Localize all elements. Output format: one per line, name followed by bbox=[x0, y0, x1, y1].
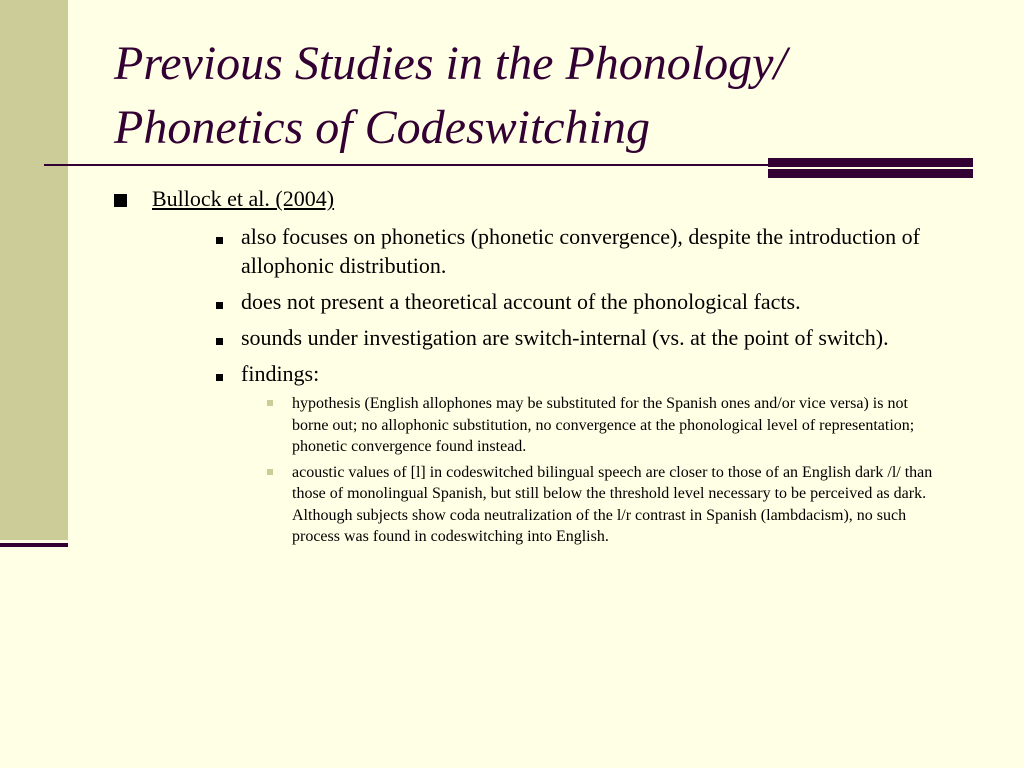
list-item-text: also focuses on phonetics (phonetic convergence), despite the introduction of allophonic distribution. bbox=[241, 224, 920, 278]
small-square-bullet-icon bbox=[267, 469, 273, 475]
sub-list-item bbox=[267, 462, 947, 548]
small-square-bullet-icon bbox=[267, 400, 273, 406]
citation-bullock-2004: Bullock et al. (2004) bbox=[152, 186, 335, 211]
sidebar-band bbox=[0, 0, 68, 540]
title-line-2: Phonetics of Codeswitching bbox=[114, 101, 650, 154]
bullet-list-level2 bbox=[216, 222, 976, 555]
list-item-text: does not present a theoretical account of the phonological facts. bbox=[241, 289, 801, 314]
square-bullet-icon bbox=[114, 194, 127, 207]
sidebar-rule bbox=[0, 543, 68, 547]
list-item-text: findings: bbox=[241, 361, 320, 386]
title-rule-accent-gap bbox=[768, 167, 973, 169]
title-rule bbox=[44, 164, 768, 166]
square-bullet-icon bbox=[216, 374, 223, 381]
list-item bbox=[216, 323, 976, 352]
sub-list-item-text: acoustic values of [l] in codeswitched bilingual speech are closer to those of an English dark /l/ than those of monolingual Spanish, but still below the threshold level necessary to be perceived as dark. Although subjects show coda neutralization of the l/r contrast in Spanish (lambdacism), no such process was found in codeswitching into English. bbox=[292, 463, 933, 545]
square-bullet-icon bbox=[216, 302, 223, 309]
sub-list-item-text: hypothesis (English allophones may be substituted for the Spanish ones and/or vice versa) is not borne out; no allophonic substitution, no convergence at the phonological level of representation; phonetic convergence found instead. bbox=[292, 395, 915, 455]
sub-list-item bbox=[267, 393, 947, 458]
list-item bbox=[216, 359, 976, 548]
square-bullet-icon bbox=[216, 338, 223, 345]
square-bullet-icon bbox=[216, 237, 223, 244]
list-item bbox=[216, 287, 976, 316]
list-item bbox=[216, 222, 976, 280]
list-item-text: sounds under investigation are switch-internal (vs. at the point of switch). bbox=[241, 325, 889, 350]
title-line-1: Previous Studies in the Phonology/ bbox=[114, 37, 787, 90]
bullet-list-level3 bbox=[267, 393, 947, 548]
slide-title bbox=[114, 32, 994, 160]
